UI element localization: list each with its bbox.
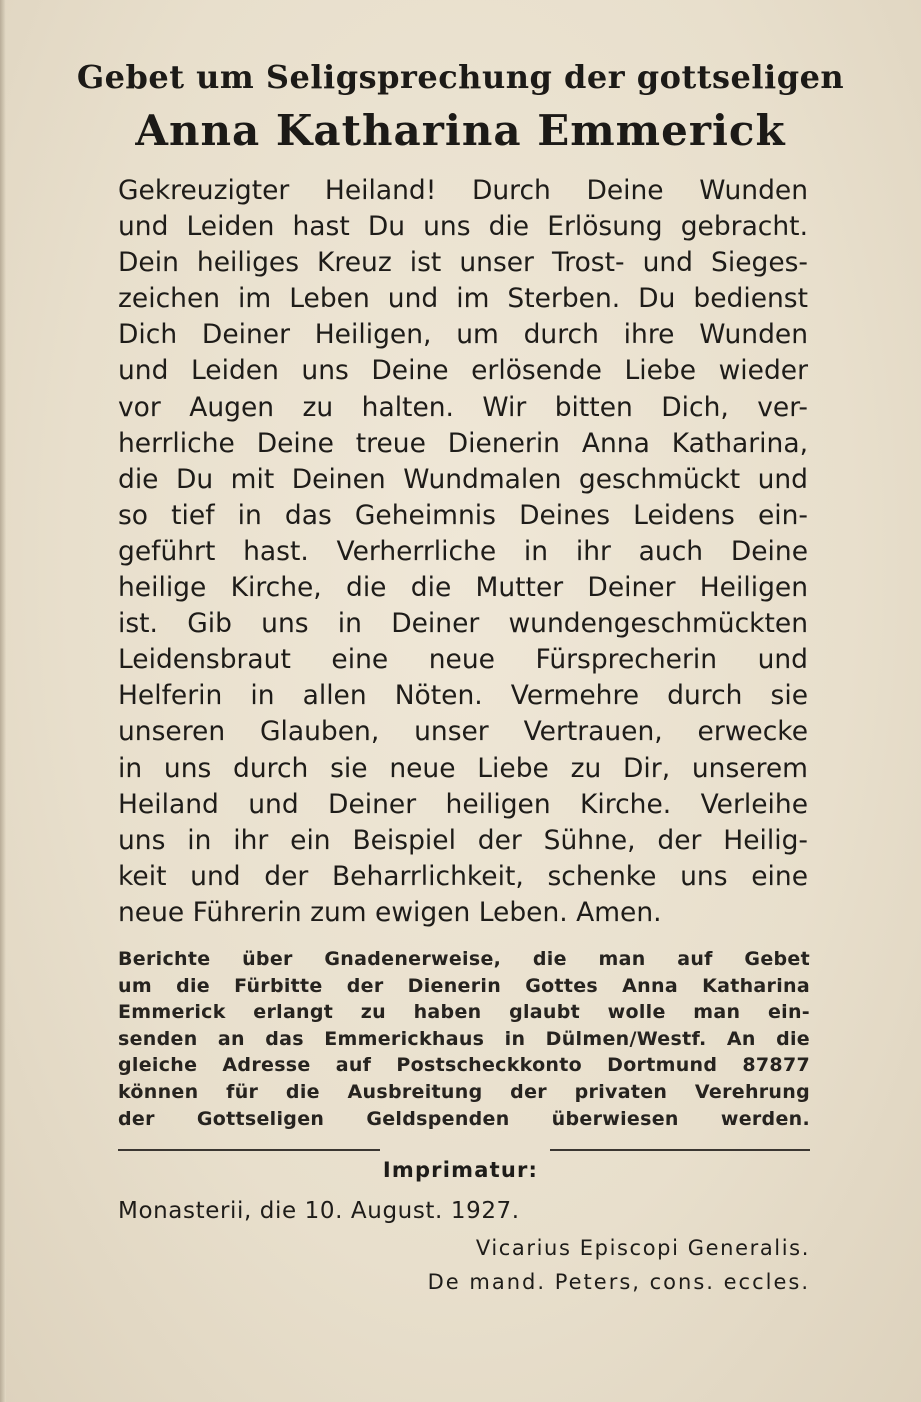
prayer-line: Gekreuzigter Heiland! Durch Deine Wunden (118, 175, 808, 206)
prayer-text (118, 173, 808, 931)
prayer-line: Heiland und Deiner heiligen Kirche. Verleihe (118, 788, 808, 820)
note-line: Berichte über Gnadenerweise, die man auf Gebet (118, 948, 810, 970)
prayer-line: und Leiden hast Du uns die Erlösung gebracht. (118, 211, 808, 243)
prayer-line: neue Führerin zum ewigen Leben. Amen. (118, 896, 662, 928)
prayer-line: Helferin in allen Nöten. Vermehre durch sie (118, 680, 808, 712)
prayer-line: die Du mit Deinen Wundmalen geschmückt und (118, 463, 808, 495)
prayer-line: unseren Glauben, unser Vertrauen, erwecke (118, 716, 808, 748)
prayer-line: uns in ihr ein Beispiel der Sühne, der Heilig- (118, 824, 808, 856)
divider-right (550, 1149, 810, 1151)
imprimatur-label: Imprimatur: (382, 1158, 539, 1182)
prayer-line: heilige Kirche, die die Mutter Deiner Heiligen (118, 572, 808, 604)
prayer-line: Dich Deiner Heiligen, um durch ihre Wunden (118, 319, 808, 351)
title-line-1: Gebet um Seligsprechung der gottseligen (76, 58, 845, 96)
note-line: der Gottseligen Geldspenden überwiesen werden. (118, 1107, 810, 1130)
donation-note (118, 946, 810, 1132)
note-line: um die Fürbitte der Dienerin Gottes Anna Katharina (118, 974, 810, 997)
note-line: senden an das Emmerickhaus in Dülmen/Westf. An die (118, 1027, 810, 1050)
prayer-line: so tief in das Geheimnis Deines Leidens ein- (118, 499, 808, 531)
prayer-line: und Leiden uns Deine erlösende Liebe wieder (118, 355, 808, 387)
prayer-line: Leidensbraut eine neue Fürsprecherin und (118, 644, 808, 676)
note-line: können für die Ausbreitung der privaten Verehrung (118, 1080, 810, 1103)
prayer-line: herrliche Deine treue Dienerin Anna Katharina, (118, 427, 808, 459)
prayer-line: vor Augen zu halten. Wir bitten Dich, ver- (118, 391, 808, 423)
divider-left (118, 1149, 380, 1151)
note-line: Emmerick erlangt zu haben glaubt wolle man ein- (118, 1001, 810, 1024)
vicar-title: Vicarius Episcopi Generalis. (475, 1236, 810, 1260)
prayer-line: geführt hast. Verherrliche in ihr auch Deine (118, 535, 808, 567)
prayer-line: Dein heiliges Kreuz ist unser Trost- und Sieges- (118, 247, 808, 279)
prayer-line: zeichen im Leben und im Sterben. Du bedienst (118, 283, 808, 315)
signer-line: De mand. Peters, cons. eccles. (427, 1270, 810, 1294)
prayer-line: ist. Gib uns in Deiner wundengeschmückten (118, 608, 808, 640)
title-line-2: Anna Katharina Emmerick (135, 106, 786, 155)
prayer-line: keit und der Beharrlichkeit, schenke uns eine (118, 860, 808, 892)
prayer-line: in uns durch sie neue Liebe zu Dir, unserem (118, 752, 808, 784)
card-edge-shadow (0, 0, 6, 1402)
approval-date: Monasterii, die 10. August. 1927. (118, 1198, 520, 1224)
note-line: gleiche Adresse auf Postscheckkonto Dortmund 87877 (118, 1054, 810, 1077)
